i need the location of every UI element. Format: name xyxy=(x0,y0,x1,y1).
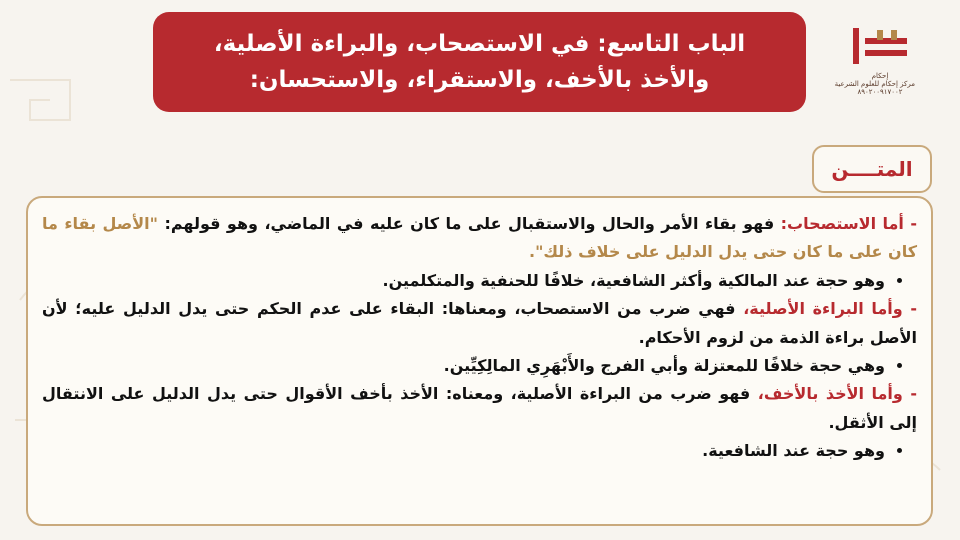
bullet-list-1 xyxy=(42,267,917,295)
term-akhaf: - وأما الأخذ بالأخف، xyxy=(757,384,917,404)
term-istishab: - أما الاستصحاب: xyxy=(780,214,917,233)
content-box xyxy=(26,196,933,526)
paragraph-akhaf xyxy=(42,380,917,437)
list-item: • وهو حجة عند الشافعية. xyxy=(42,437,885,465)
logo xyxy=(834,22,915,96)
paragraph-istishab xyxy=(42,210,917,267)
title-line-1: الباب التاسع: في الاستصحاب، والبراءة الأصلية، xyxy=(213,31,746,57)
logo-text: إحكام xyxy=(871,72,889,80)
logo-tagline: مركز إحكام للعلوم الشرعية xyxy=(834,80,915,88)
akhaf-definition: فهو ضرب من البراءة الأصلية، ومعناه: الأخذ بأخف الأقوال حتى يدل الدليل على الانتقال إلى الأثقل. xyxy=(42,384,917,432)
section-tab-matn: المتــــن xyxy=(812,145,932,193)
istishab-quote: "الأصل بقاء ما كان على ما كان حتى يدل الدليل على خلاف ذلك". xyxy=(42,214,917,262)
title-line-2: والأخذ بالأخف، والاستقراء، والاستحسان: xyxy=(249,67,710,93)
baraa-definition: فهي ضرب من الاستصحاب، ومعناها: البقاء على عدم الحكم حتى يدل الدليل عليه؛ لأن الأصل براءة الذمة من لزوم الأحكام. xyxy=(42,299,917,347)
page-title-banner xyxy=(153,12,806,112)
list-item: • وهو حجة عند المالكية وأكثر الشافعية، خلافًا للحنفية والمتكلمين. xyxy=(42,267,885,295)
logo-mark-icon xyxy=(845,22,915,68)
paragraph-baraa xyxy=(42,295,917,352)
logo-number: ٨٩٠٢٠٠٩١٧٠٠٢ xyxy=(857,88,903,96)
bullet-list-2 xyxy=(42,352,917,380)
term-baraa: - وأما البراءة الأصلية، xyxy=(743,299,918,319)
istishab-definition: فهو بقاء الأمر والحال والاستقبال على ما كان عليه في الماضي، وهو قولهم: xyxy=(164,214,781,233)
list-item: • وهي حجة خلافًا للمعتزلة وأبي الفرج والأَبْهَرِي المالِكِيِّين. xyxy=(42,352,885,380)
bullet-list-3 xyxy=(42,437,917,465)
